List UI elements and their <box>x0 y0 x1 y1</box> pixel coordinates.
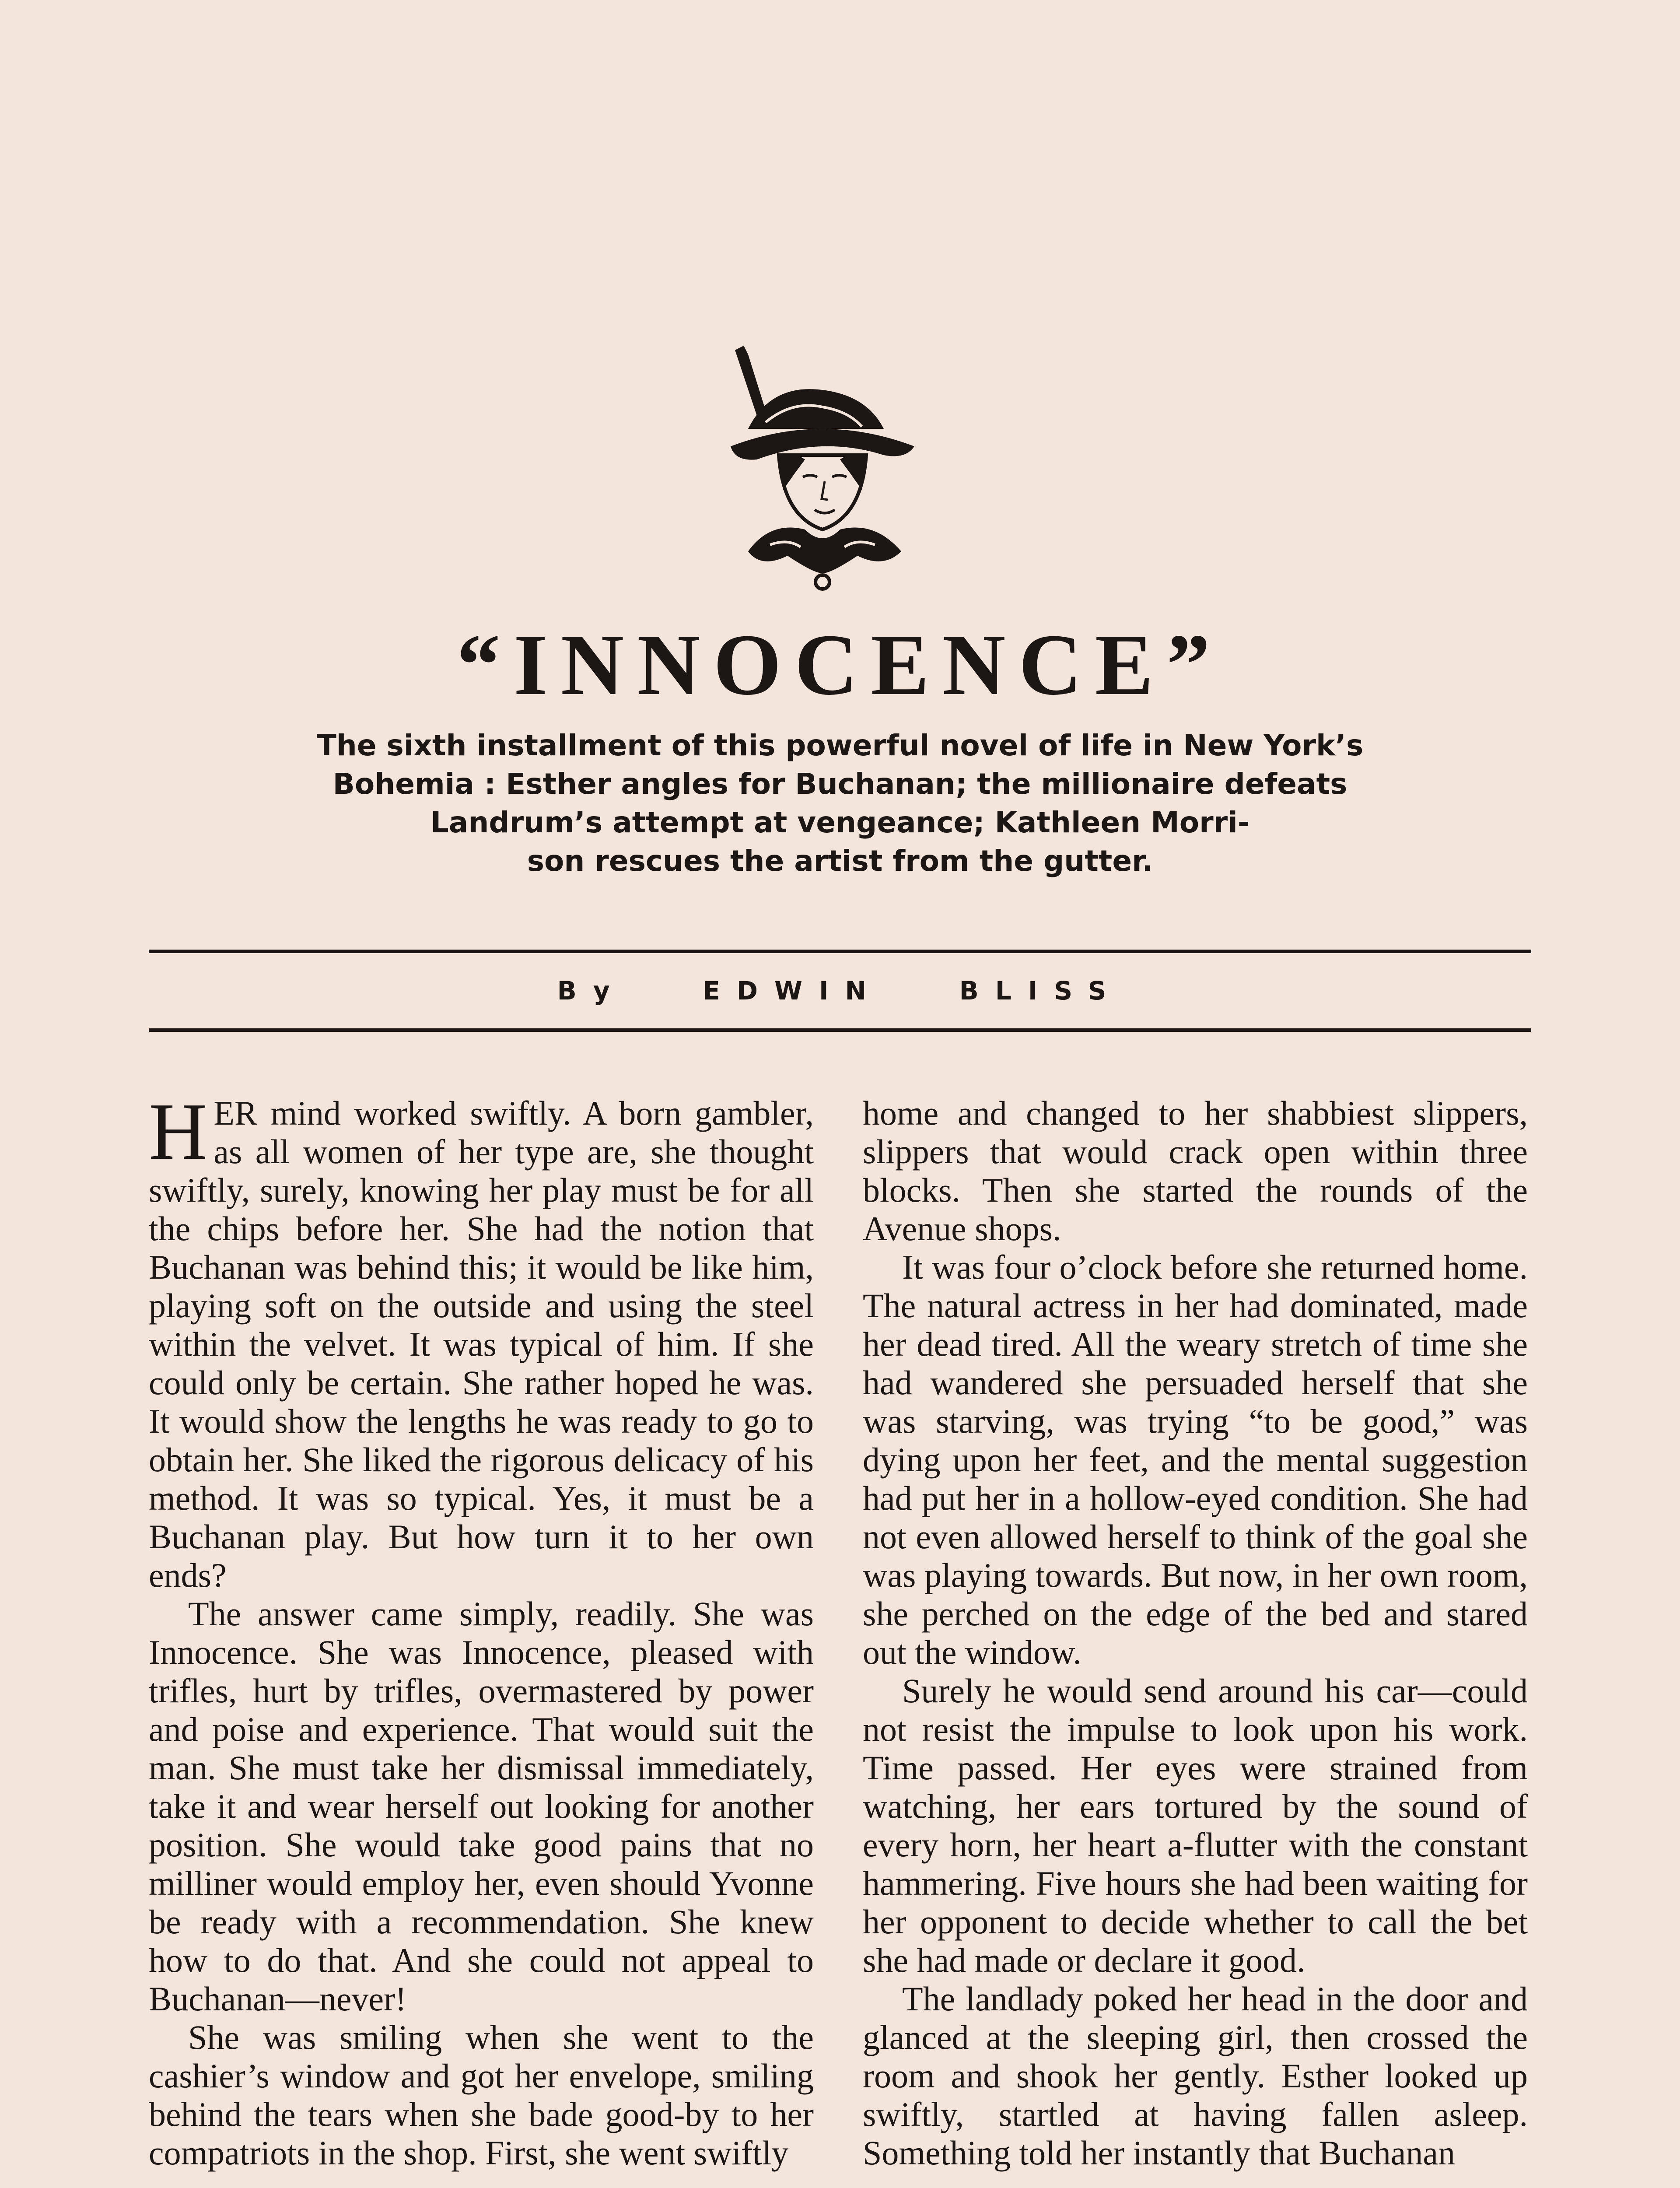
body-paragraph <box>149 1087 814 1595</box>
byline: By EDWIN BLISS <box>557 976 1123 1006</box>
body-paragraph: She was smiling when she went to the cashier’s window and got her envelope, smiling behind the tears when she bade good-by to her compatriots in the shop. First, she went swiftly <box>149 2018 814 2172</box>
byline-rule-bottom <box>149 1028 1531 1032</box>
article-title: “INNOCENCE” <box>456 617 1224 713</box>
deck-line: Bohemia : Esther angles for Buchanan; the millionaire defeats <box>332 767 1348 801</box>
text-column-left <box>149 1087 814 2172</box>
body-paragraph: home and changed to her shabbiest slippers, slippers that would crack open within three blocks. Then she started the rounds of the Avenue shops. <box>863 1094 1528 1248</box>
deck-line: Landrum’s attempt at vengeance; Kathleen Morri- <box>430 806 1250 839</box>
paragraph-text: ER mind worked swiftly. A born gambler, as all women of her type are, she thought swiftly, surely, knowing her play must be for all the chips before her. She had the notion that Buchanan was behind this; it would be like him, playing soft on the outside and using the steel within the velvet. It was typical of him. If she could only be certain. She rather hoped he was. It would show the lengths he was ready to go to obtain her. She liked the rigorous delicacy of his method. It was so typical. Yes, it must be a Buchanan play. But how turn it to her own ends? <box>149 1094 814 1594</box>
text-column-right <box>863 1094 1528 2172</box>
body-paragraph: The answer came simply, readily. She was Innocence. She was Innocence, pleased with trifles, hurt by trifles, overmastered by power and poise and experience. That would suit the man. She must take her dismissal immediately, take it and wear herself out looking for another position. She would take good pains that no milliner would employ her, even should Yvonne be ready with a recommendation. She knew how to do that. And she could not appeal to Buchanan—never! <box>149 1595 814 2018</box>
article-deck <box>245 726 1435 880</box>
woman-in-hat-vignette <box>718 346 928 591</box>
drop-cap: H <box>149 1087 208 1177</box>
body-paragraph: The landlady poked her head in the door and glanced at the sleeping girl, then crossed the room and shook her gently. Esther looked up swiftly, startled at having fallen asleep. Something told her instantly that Buchanan <box>863 1980 1528 2172</box>
body-paragraph: It was four o’clock before she returned home. The natural actress in her had dominated, made her dead tired. All the weary stretch of time she had wandered she persuaded herself that she was starving, was trying “to be good,” was dying upon her feet, and the mental suggestion had put her in a hollow-eyed condition. She had not even allowed herself to think of the goal she was playing towards. But now, in her own room, she perched on the edge of the bed and stared out the window. <box>863 1248 1528 1671</box>
deck-line: son rescues the artist from the gutter. <box>527 844 1153 878</box>
body-paragraph: Surely he would send around his car—could not resist the impulse to look upon his work. Time passed. Her eyes were strained from watching, her ears tortured by the sound of every horn, her heart a-flutter with the constant hammering. Five hours she had been waiting for her opponent to decide whether to call the bet she had made or declare it good. <box>863 1672 1528 1979</box>
deck-line: The sixth installment of this powerful novel of life in New York’s <box>316 729 1364 762</box>
byline-rule-top <box>149 950 1531 953</box>
